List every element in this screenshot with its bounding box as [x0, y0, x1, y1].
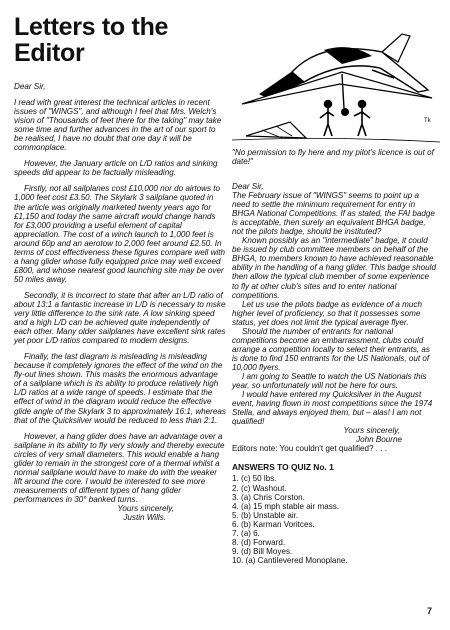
page-number: 7 — [426, 606, 432, 616]
quiz-answer: 1. (c) 50 lbs. — [232, 474, 277, 484]
page-title: Letters to the Editor — [14, 13, 169, 67]
letter-1-paragraph: However, the January article on L/D ratios and sinking speeds did appear to be factually misleading. — [14, 159, 218, 178]
editors-note: Editors note: You couldn't get qualified? . . . — [232, 444, 387, 454]
quiz-answer: 5. (b) Unstable air. — [232, 510, 299, 520]
quiz-answers-list — [232, 474, 438, 564]
letter-2-paragraph: Should the number of entrants for national competitions become an embarrassment, clubs could arrange a competition locally to select their entrants, as is done to find 150 entrants for the US Nationals, out of 10,000 flyers. — [232, 326, 430, 372]
letter-2-paragraph: I am going to Seattle to watch the US Nationals this year, so unfortunately will not be here for ours. — [232, 371, 427, 391]
quiz-answers-heading: ANSWERS TO QUIZ No. 1 — [232, 462, 334, 473]
cartoon-caption: "No permission to fly here and my pilot's licence is out of date!" — [232, 148, 434, 167]
letter-2-paragraph: The February issue of "WINGS" seems to point up a need to settle the minimum requirement for entry in BHGA National Competitions. If as stated, the FAI badge is acceptable, then surely an equivalent BHGA badge, not the pilots badge, should be instituted? — [232, 191, 435, 237]
letter-1-paragraph: Finally, the last diagram is misleading is misleading because it completely ignores the effect of the wind on the fly-out lines shown. This masks the enormous advantage of a sailplane which is its ability to produce relatively high L/D ratios at a wide range of speeds. I estimate that the effect of wind in the diagram would reduce the effective glide angle of the Skylark 3 to approximately 16:1, whereas that of the Quicksilver would be reduced to less than 2:1. — [14, 352, 226, 425]
letter-2-signature: John Bourne — [356, 435, 402, 445]
letter-1-paragraph: However, a hang glider does have an advantage over a sailplane in its ability to fly very slowly and thereby execute circles of very small diameters. This would enable a hang glider to remain in the strongest core of a thermal whilst a normal sailplane would have to make do with the weaker lift around the core. I would be interested to see more measurements of different types of hang glider performances in 30° banked turns. — [14, 431, 225, 504]
letter-1-paragraph: Firstly, not all sailplanes cost £10,000 nor do airtows to 1,000 feet cost £3.50. The Skylark 3 sailplane quoted in the article was originally marketed twenty years ago for £1,150 and today the same aircraft would change hands for £3,000 providing a useful element of capital appreciation. The cost of a winch launch to 1,000 feet is around 60p and an aerotow to 2,000 feet around £2.50. In terms of cost effectiveness these figures compare well with a hang glider whose fully equipped price may well exceed £800, and whose nearest good launching site may be over 50 miles away. — [14, 184, 225, 284]
letter-1-closing: Yours sincerely, — [117, 503, 174, 513]
letter-1-paragraph: I read with great interest the technical articles in recent issues of "WINGS", and although I feel that Mrs. Welch's vision of "Thousands of feet there for the taking" may take some time and further advances in the art of our sport to be realised, I have no doubt that one day it will be commonplace. — [14, 98, 222, 153]
letter-1-salutation: Dear Sir, — [14, 82, 46, 91]
quiz-answer: 9. (d) Bill Moyes. — [232, 546, 293, 556]
quiz-answer: 8. (d) Forward. — [232, 537, 286, 547]
quiz-answer: 4. (a) 15 mph stable air mass. — [232, 501, 340, 511]
letter-2-salutation: Dear Sir, — [232, 182, 264, 191]
quiz-answer: 6. (b) Karman Voritces. — [232, 519, 315, 529]
letter-2-paragraph: Let us use the pilots badge as evidence of a much higher level of proficiency, so that it possesses some status, yet does not limit the typical average flyer. — [232, 299, 422, 327]
letter-1-signature: Justin Wills. — [123, 513, 166, 523]
quiz-answer: 2. (c) Washout. — [232, 483, 287, 493]
quiz-answer: 10. (a) Cantilevered Monoplane. — [232, 555, 348, 565]
letter-2-paragraph: I would have entered my Quicksilver in the August event, having flown in most competitions since the 1974 Stella, and always enjoyed them, but – alas! I am not qualified! — [232, 390, 433, 427]
quiz-answer: 7. (a) 6. — [232, 528, 260, 538]
letter-2-closing: Yours sincerely, — [343, 426, 400, 436]
svg-text:Tk: Tk — [424, 118, 431, 124]
letter-1 — [14, 82, 226, 522]
letter-2 — [232, 182, 438, 565]
cartoon-illustration — [232, 12, 440, 160]
letter-1-paragraph: Secondly, it is incorrect to state that after an L/D ratio of about 13:1 a fantastic increase in L/D is necessary to mske very little difference to the sink rate. A low sinking speed and a high L/D can be achieved quite independently of each other. Many older sailplanes have excellent sink rates yet poor L/D ratios compared to modern designs. — [14, 290, 226, 346]
quiz-answer: 3. (a) Chris Corston. — [232, 492, 305, 502]
letter-2-paragraph: Known possibly as an "intermediate" badge, it could be issued by club committee members on behalf of the BHGA, to members known to have achieved reasonable ability in the handling of a hang glider. This badge should then allow the typical club member of some experience to fly at other club's sites and to enter national competitions. — [232, 236, 436, 300]
